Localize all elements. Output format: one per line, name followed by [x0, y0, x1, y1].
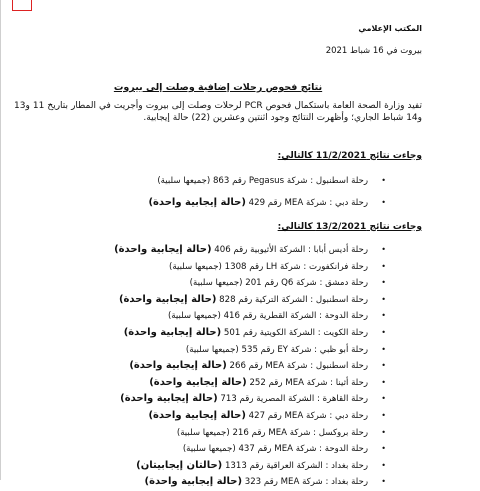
flight-details: رحلة أديس أبابا : الشركة الأثيوبية رقم 406 — [211, 245, 368, 255]
flight-details: رحلة أثينا : شركة MEA رقم 252 — [246, 377, 368, 388]
bullet-icon: • — [381, 311, 386, 321]
test-result: (حالة إيجابية واحدة) — [144, 476, 243, 488]
flight-list-13-feb — [114, 242, 422, 491]
test-result: (حالة إيجابية واحدة) — [148, 409, 246, 421]
test-result: (حالة إيجابية واحدة) — [149, 376, 247, 388]
bullet-icon: • — [381, 198, 386, 207]
test-result: (جميعها سلبية) — [167, 311, 221, 322]
office-name: المكتب الإعلامي — [358, 24, 422, 33]
flight-item — [114, 259, 422, 276]
flight-details: رحلة دمشق : شركة Q6 رقم 201 — [242, 278, 368, 289]
flight-details: رحلة دبي : شركة MEA رقم 427 — [245, 410, 368, 421]
bullet-icon: • — [381, 444, 386, 454]
flight-details: رحلة بروكسل : شركة MEA رقم 216 — [229, 427, 368, 438]
bullet-icon: • — [381, 278, 386, 288]
flight-item — [114, 375, 422, 392]
flight-item — [114, 342, 422, 359]
test-result: (جميعها سلبية) — [185, 344, 239, 355]
flight-details: رحلة بغداد : الشركة العراقية رقم 1313 — [222, 460, 368, 471]
flight-details: رحلة الكويت : الشركة الكويتية رقم 501 — [221, 327, 368, 338]
test-result: (حالة إيجابية واحدة) — [129, 360, 227, 372]
flight-item — [114, 325, 422, 342]
test-result: (جميعها سلبية) — [189, 278, 243, 289]
flight-item — [114, 308, 422, 325]
flight-item — [114, 242, 422, 259]
flight-details: رحلة الدوحة : الشركة القطرية رقم 416 — [220, 311, 368, 322]
flight-item — [114, 441, 422, 458]
flight-list-11-feb — [148, 170, 422, 214]
flight-item — [114, 474, 422, 491]
flight-item — [114, 292, 422, 309]
bullet-icon: • — [381, 377, 386, 387]
letterhead-logo-frame — [12, 0, 32, 11]
bullet-icon: • — [381, 344, 386, 354]
bullet-icon: • — [381, 361, 386, 371]
flight-details: رحلة الدوحة : شركة MEA رقم 437 — [235, 444, 368, 455]
flight-details: رحلة دبي : شركة MEA رقم 429 — [245, 198, 368, 208]
flight-item — [114, 358, 422, 375]
flight-details: رحلة أبو ظبي : شركة EY رقم 535 — [238, 344, 368, 355]
flight-details: رحلة اسطنبول : الشركة التركية رقم 828 — [216, 294, 368, 305]
bullet-icon: • — [381, 427, 386, 437]
test-result: (حالتان إيجابيتان) — [136, 459, 223, 471]
flight-details: رحلة اسطنبول : شركة MEA رقم 266 — [226, 361, 368, 372]
test-result: (حالة إيجابية واحدة) — [123, 326, 222, 338]
test-result: (حالة إيجابية واحدة) — [120, 393, 218, 405]
bullet-icon: • — [381, 394, 386, 404]
flight-details: رحلة بغداد : شركة MEA رقم 323 — [242, 477, 368, 488]
flight-item — [114, 275, 422, 292]
test-result: (حالة إيجابية واحدة) — [118, 293, 217, 305]
bullet-icon: • — [381, 460, 386, 470]
test-result: (جميعها سلبية) — [182, 444, 236, 455]
flight-item — [114, 391, 422, 408]
flight-item — [148, 170, 422, 192]
flight-item — [114, 425, 422, 442]
document-title: نتائج فحوص رحلات إضافية وصلت إلى بيروت — [113, 82, 323, 93]
bullet-icon: • — [381, 410, 386, 420]
intro-paragraph: تفيد وزارة الصحة العامة باستكمال فحوص PCR لرحلات وصلت إلى بيروت وأجريت في المطار بتاريخ 11 و13 و14 شباط الجاري؛ وأظهرت النتائج وجود اثنتين وعشرين (22) حالة إيجابية. — [14, 101, 422, 123]
flight-details: رحلة اسطنبول : شركة Pegasus رقم 863 — [210, 176, 368, 186]
bullet-icon: • — [381, 477, 386, 487]
flight-item — [114, 408, 422, 425]
test-result: (جميعها سلبية) — [169, 261, 222, 272]
bullet-icon: • — [381, 176, 386, 185]
flight-details: رحلة فرانكفورت : شركة LH رقم 1308 — [221, 261, 368, 272]
flight-item — [148, 192, 422, 214]
section-heading-13-feb: وجاءت نتائج 13/2/2021 كالتالي: — [277, 222, 422, 232]
test-result: (جميعها سلبية) — [176, 427, 230, 438]
release-date: بيروت في 16 شباط 2021 — [325, 46, 422, 56]
flight-item — [114, 458, 422, 475]
bullet-icon: • — [381, 294, 386, 304]
test-result: (جميعها سلبية) — [157, 176, 211, 186]
bullet-icon: • — [381, 261, 386, 271]
test-result: (حالة إيجابية واحدة) — [114, 244, 212, 255]
test-result: (حالة إيجابية واحدة) — [148, 197, 246, 208]
bullet-icon: • — [381, 245, 386, 254]
section-heading-11-feb: وجاءت نتائج 11/2/2021 كالتالي: — [277, 151, 422, 161]
flight-details: رحلة القاهرة : الشركة المصرية رقم 713 — [217, 394, 368, 405]
bullet-icon: • — [381, 327, 386, 337]
